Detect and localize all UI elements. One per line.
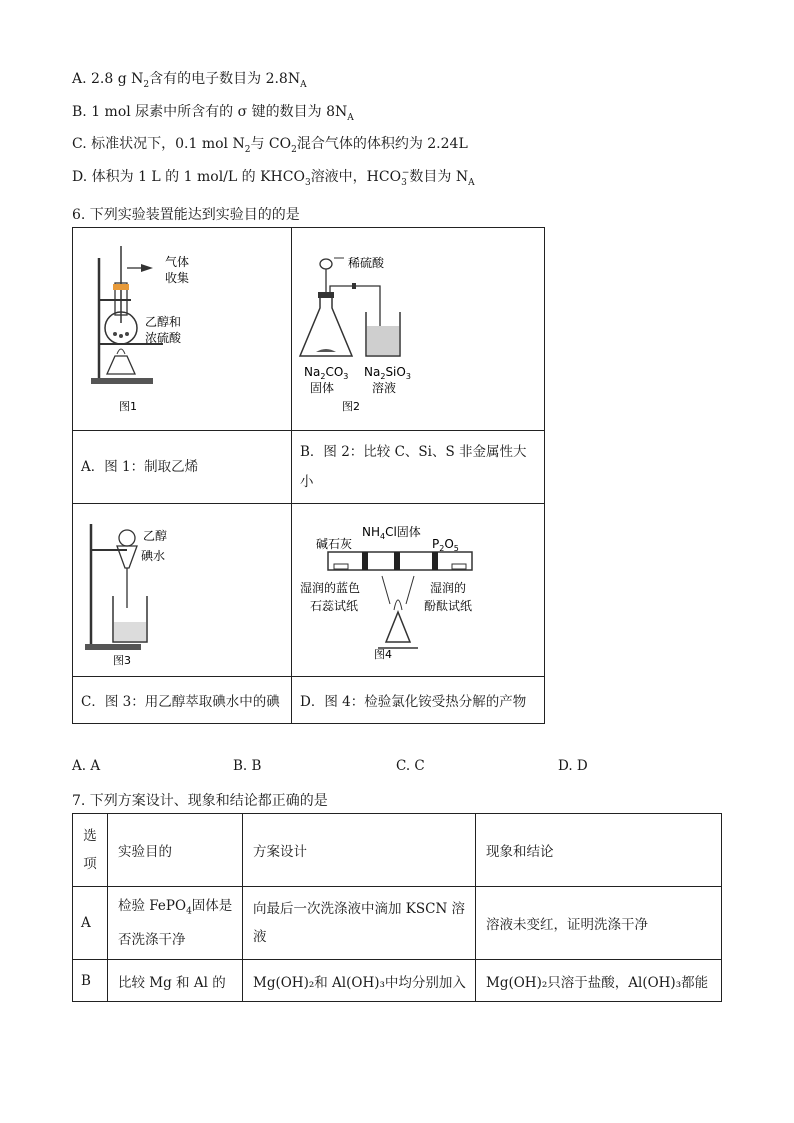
row-a-purpose: 检验 FePO$_4$固体是 否洗涤干净 <box>108 887 243 960</box>
answer-c: C. C <box>396 758 425 774</box>
fig3-label-ethanol: 乙醇 <box>143 529 168 543</box>
question-7-stem: 7. 下列方案设计、现象和结论都正确的是 <box>72 793 328 809</box>
figure-2-apparatus <box>292 228 544 426</box>
fig1-caption: 图1 <box>119 400 137 413</box>
fig4-label-phen2: 酚酞试纸 <box>424 599 473 613</box>
option-5c: C. 标准状况下，0.1 mol $N_2$与 $CO_2$混合气体的体积约为 2.24L <box>72 136 468 155</box>
header-option: 选 项 <box>73 814 108 887</box>
fig1-label-gas: 气体 <box>165 255 190 269</box>
option-5b: B. 1 mol 尿素中所含有的 σ 键的数目为 $8N_A$ <box>72 104 354 123</box>
fig2-label-solid: 固体 <box>310 381 335 395</box>
row-b-design: Mg(OH)₂和 Al(OH)₃中均分别加入 <box>243 960 476 1002</box>
answer-a: A. A <box>72 758 101 774</box>
figure-3-apparatus <box>73 504 291 672</box>
figure-2-cell <box>292 228 545 431</box>
fig2-label-acid: 稀硫酸 <box>348 256 385 270</box>
fig4-label-soda: 碱石灰 <box>316 537 353 551</box>
answer-b: B. B <box>233 758 262 774</box>
fig4-label-nh4cl: $NH_4Cl$固体 <box>362 525 421 541</box>
header-purpose: 实验目的 <box>108 814 243 887</box>
option-6c: C．图 3：用乙醇萃取碘水中的碘 <box>73 677 292 724</box>
row-b-result: Mg(OH)₂只溶于盐酸，Al(OH)₃都能 <box>476 960 722 1002</box>
figure-4-cell <box>292 504 545 677</box>
fig4-label-blue1: 湿润的蓝色 <box>300 581 361 595</box>
answer-d: D. D <box>558 758 588 774</box>
fig3-label-iodine: 碘水 <box>141 549 166 563</box>
row-a-option: A <box>73 887 108 960</box>
fig3-caption: 图3 <box>113 654 131 667</box>
row-a-design: 向最后一次洗涤液中滴加 KSCN 溶 液 <box>243 887 476 960</box>
row-b-purpose: 比较 Mg 和 Al 的 <box>108 960 243 1002</box>
fig2-label-solution: 溶液 <box>372 381 397 395</box>
figure-1-apparatus <box>73 228 291 426</box>
fig1-label-collect: 收集 <box>165 271 190 285</box>
fig2-caption: 图2 <box>342 400 360 413</box>
header-result: 现象和结论 <box>476 814 722 887</box>
question-6-table <box>72 227 545 724</box>
row-b-option: B <box>73 960 108 1002</box>
fig2-label-na2co3: $Na_2CO_3$ <box>304 365 349 381</box>
fig4-label-p2o5: $P_2O_5$ <box>432 537 459 553</box>
question-7-table <box>72 813 722 1002</box>
header-design: 方案设计 <box>243 814 476 887</box>
option-5d: D. 体积为 1 L 的 1 mol/L 的 $KHCO_3$溶液中，$HCO_3^-$数目为 $N_A$ <box>72 168 475 188</box>
fig1-label-reagent2: 浓硫酸 <box>145 331 182 345</box>
option-5a: A. 2.8 g $N_2$含有的电子数目为 $2.8N_A$ <box>72 71 307 90</box>
figure-1-cell <box>73 228 292 431</box>
fig1-label-reagent1: 乙醇和 <box>145 315 182 329</box>
fig4-label-blue2: 石蕊试纸 <box>310 599 359 613</box>
row-a-result: 溶液未变红，证明洗涤干净 <box>476 887 722 960</box>
option-6a: A．图 1：制取乙烯 <box>73 431 292 504</box>
fig4-caption: 图4 <box>374 648 392 661</box>
option-6d: D．图 4：检验氯化铵受热分解的产物 <box>292 677 545 724</box>
figure-4-apparatus <box>292 504 544 672</box>
figure-3-cell <box>73 504 292 677</box>
option-6b: B．图 2：比较 C、Si、S 非金属性大 小 <box>292 431 545 504</box>
fig2-label-na2sio3: $Na_2SiO_3$ <box>364 365 411 381</box>
question-6-stem: 6. 下列实验装置能达到实验目的的是 <box>72 207 300 223</box>
fig4-label-phen1: 湿润的 <box>430 581 467 595</box>
